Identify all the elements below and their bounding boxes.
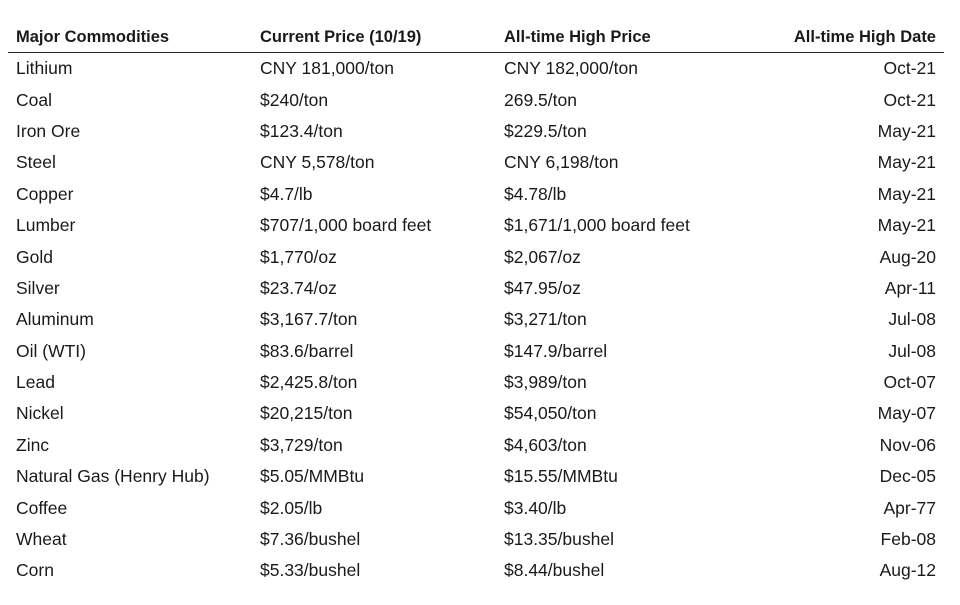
cell-current-price: $4.7/lb [260, 183, 313, 204]
table-row [8, 524, 944, 555]
cell-current-price: CNY 5,578/ton [260, 152, 375, 173]
table-row [8, 116, 944, 147]
cell-all-time-high-price: $13.35/bushel [504, 529, 614, 550]
cell-all-time-high-price: $4,603/ton [504, 434, 587, 455]
cell-all-time-high-date: Aug-20 [879, 246, 936, 267]
cell-current-price: $5.05/MMBtu [260, 466, 365, 487]
cell-all-time-high-price: $8.44/bushel [504, 560, 605, 581]
cell-current-price: $2,425.8/ton [260, 372, 358, 393]
cell-commodity: Silver [16, 277, 60, 298]
cell-all-time-high-price: $1,671/1,000 board feet [504, 215, 690, 236]
cell-commodity: Copper [16, 183, 74, 204]
cell-commodity: Wheat [16, 529, 67, 550]
header-current-price: Current Price (10/19) [252, 20, 496, 53]
cell-all-time-high-date: Oct-21 [883, 58, 936, 79]
cell-all-time-high-date: Nov-06 [879, 434, 936, 455]
header-commodity: Major Commodities [8, 20, 252, 53]
cell-all-time-high-date: Feb-08 [880, 529, 936, 550]
cell-all-time-high-price: $3.40/lb [504, 497, 567, 518]
cell-all-time-high-date: Jul-08 [888, 340, 936, 361]
header-all-time-high-date: All-time High Date [740, 20, 944, 53]
cell-all-time-high-date: May-21 [877, 152, 936, 173]
table-row [8, 555, 944, 586]
cell-commodity: Natural Gas (Henry Hub) [16, 466, 210, 487]
cell-commodity: Corn [16, 560, 54, 581]
table-row [8, 492, 944, 523]
cell-commodity: Lithium [16, 58, 73, 79]
cell-commodity: Nickel [16, 403, 64, 424]
cell-all-time-high-price: $229.5/ton [504, 120, 587, 141]
cell-commodity: Lead [16, 372, 55, 393]
cell-current-price: $7.36/bushel [260, 529, 361, 550]
cell-current-price: $240/ton [260, 89, 329, 110]
cell-all-time-high-date: May-21 [877, 183, 936, 204]
cell-all-time-high-date: Oct-07 [883, 372, 936, 393]
cell-current-price: CNY 181,000/ton [260, 58, 394, 79]
cell-commodity: Oil (WTI) [16, 340, 86, 361]
cell-commodity: Coffee [16, 497, 68, 518]
commodities-table [8, 20, 944, 587]
cell-all-time-high-price: $3,989/ton [504, 372, 587, 393]
cell-commodity: Aluminum [16, 309, 94, 330]
commodities-table-container [8, 20, 944, 587]
cell-commodity: Iron Ore [16, 120, 81, 141]
cell-all-time-high-date: May-21 [877, 120, 936, 141]
cell-all-time-high-date: May-21 [877, 215, 936, 236]
table-row [8, 147, 944, 178]
cell-current-price: $5.33/bushel [260, 560, 361, 581]
table-row [8, 241, 944, 272]
cell-all-time-high-price: $2,067/oz [504, 246, 581, 267]
table-row [8, 210, 944, 241]
cell-commodity: Steel [16, 152, 56, 173]
cell-all-time-high-date: Apr-11 [884, 277, 936, 298]
cell-commodity: Lumber [16, 215, 76, 236]
cell-current-price: $123.4/ton [260, 120, 343, 141]
cell-current-price: $20,215/ton [260, 403, 353, 424]
table-header-row [8, 20, 944, 53]
cell-all-time-high-date: Aug-12 [879, 560, 936, 581]
cell-all-time-high-price: $15.55/MMBtu [504, 466, 618, 487]
cell-commodity: Coal [16, 89, 52, 110]
table-row [8, 53, 944, 85]
cell-all-time-high-price: 269.5/ton [504, 89, 577, 110]
cell-all-time-high-date: Oct-21 [883, 89, 936, 110]
cell-current-price: $83.6/barrel [260, 340, 354, 361]
cell-all-time-high-date: Apr-77 [883, 497, 936, 518]
table-body [8, 53, 944, 587]
cell-all-time-high-price: CNY 6,198/ton [504, 152, 619, 173]
table-row [8, 84, 944, 115]
table-row [8, 398, 944, 429]
table-row [8, 304, 944, 335]
cell-all-time-high-price: $54,050/ton [504, 403, 597, 424]
cell-current-price: $2.05/lb [260, 497, 323, 518]
table-row [8, 367, 944, 398]
cell-commodity: Gold [16, 246, 53, 267]
cell-current-price: $1,770/oz [260, 246, 337, 267]
cell-all-time-high-date: Jul-08 [888, 309, 936, 330]
cell-current-price: $3,167.7/ton [260, 309, 358, 330]
cell-all-time-high-price: $4.78/lb [504, 183, 567, 204]
cell-current-price: $707/1,000 board feet [260, 215, 432, 236]
cell-all-time-high-price: $147.9/barrel [504, 340, 608, 361]
cell-all-time-high-date: Dec-05 [879, 466, 936, 487]
cell-all-time-high-price: $3,271/ton [504, 309, 587, 330]
table-row [8, 430, 944, 461]
cell-all-time-high-date: May-07 [877, 403, 936, 424]
cell-all-time-high-price: $47.95/oz [504, 277, 581, 298]
table-row [8, 273, 944, 304]
table-row [8, 461, 944, 492]
cell-all-time-high-price: CNY 182,000/ton [504, 58, 638, 79]
header-all-time-high-price: All-time High Price [496, 20, 740, 53]
table-row [8, 179, 944, 210]
cell-current-price: $23.74/oz [260, 277, 337, 298]
cell-current-price: $3,729/ton [260, 434, 343, 455]
cell-commodity: Zinc [16, 434, 50, 455]
table-row [8, 336, 944, 367]
